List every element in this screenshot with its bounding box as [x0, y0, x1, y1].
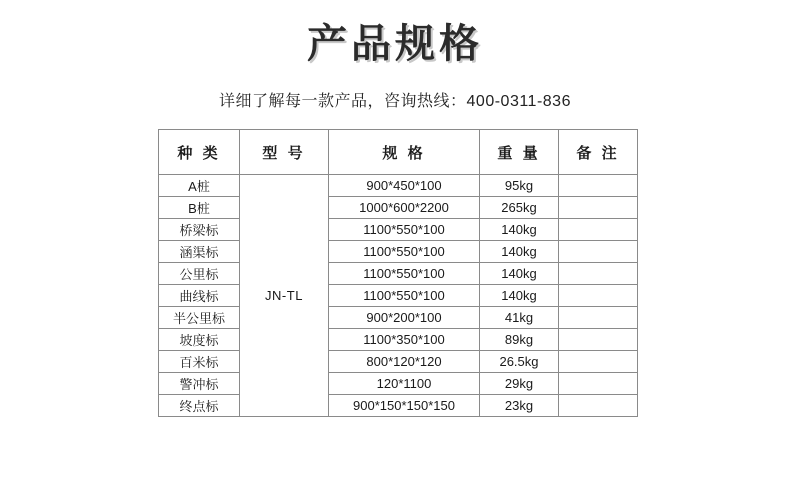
cell-kind: 公里标: [159, 263, 240, 285]
cell-spec: 1100*550*100: [329, 219, 480, 241]
cell-spec: 1100*550*100: [329, 241, 480, 263]
cell-spec: 1100*350*100: [329, 329, 480, 351]
cell-weight: 140kg: [480, 219, 559, 241]
cell-kind: 终点标: [159, 395, 240, 417]
cell-kind: A桩: [159, 175, 240, 197]
cell-note: [559, 285, 638, 307]
cell-spec: 1000*600*2200: [329, 197, 480, 219]
cell-note: [559, 395, 638, 417]
table-header-row: [159, 130, 638, 175]
col-header-model: 型 号: [240, 130, 329, 175]
col-header-weight: 重 量: [480, 130, 559, 175]
cell-kind: 百米标: [159, 351, 240, 373]
cell-spec: 120*1100: [329, 373, 480, 395]
spec-table: [158, 129, 638, 417]
cell-spec: 900*450*100: [329, 175, 480, 197]
cell-spec: 1100*550*100: [329, 285, 480, 307]
table-row: [159, 329, 638, 351]
cell-note: [559, 329, 638, 351]
cell-note: [559, 197, 638, 219]
table-row: [159, 197, 638, 219]
cell-weight: 41kg: [480, 307, 559, 329]
cell-kind: 涵渠标: [159, 241, 240, 263]
cell-note: [559, 263, 638, 285]
table-row: [159, 395, 638, 417]
table-row: [159, 285, 638, 307]
cell-weight: 140kg: [480, 241, 559, 263]
table-row: [159, 373, 638, 395]
cell-spec: 1100*550*100: [329, 263, 480, 285]
cell-weight: 26.5kg: [480, 351, 559, 373]
cell-weight: 89kg: [480, 329, 559, 351]
cell-note: [559, 373, 638, 395]
col-header-spec: 规 格: [329, 130, 480, 175]
cell-weight: 95kg: [480, 175, 559, 197]
cell-kind: 警冲标: [159, 373, 240, 395]
cell-weight: 23kg: [480, 395, 559, 417]
cell-note: [559, 351, 638, 373]
table-row: [159, 263, 638, 285]
table-row: [159, 175, 638, 197]
cell-weight: 140kg: [480, 263, 559, 285]
table-row: [159, 307, 638, 329]
cell-note: [559, 175, 638, 197]
cell-spec: 800*120*120: [329, 351, 480, 373]
spec-table-body: [159, 130, 638, 417]
cell-kind: 半公里标: [159, 307, 240, 329]
cell-spec: 900*150*150*150: [329, 395, 480, 417]
cell-note: [559, 219, 638, 241]
table-row: [159, 351, 638, 373]
cell-note: [559, 241, 638, 263]
cell-spec: 900*200*100: [329, 307, 480, 329]
product-spec-page: [0, 22, 790, 487]
cell-model-merged: JN-TL: [240, 175, 329, 417]
col-header-note: 备 注: [559, 130, 638, 175]
cell-kind: 坡度标: [159, 329, 240, 351]
page-subtitle: 详细了解每一款产品，咨询热线：400-0311-836: [219, 93, 571, 110]
cell-kind: B桩: [159, 197, 240, 219]
cell-weight: 265kg: [480, 197, 559, 219]
cell-weight: 140kg: [480, 285, 559, 307]
table-row: [159, 241, 638, 263]
cell-note: [559, 307, 638, 329]
spec-table-wrap: [158, 129, 632, 417]
cell-kind: 桥梁标: [159, 219, 240, 241]
table-row: [159, 219, 638, 241]
cell-kind: 曲线标: [159, 285, 240, 307]
col-header-kind: 种 类: [159, 130, 240, 175]
page-title: 产品规格: [307, 22, 483, 66]
cell-weight: 29kg: [480, 373, 559, 395]
